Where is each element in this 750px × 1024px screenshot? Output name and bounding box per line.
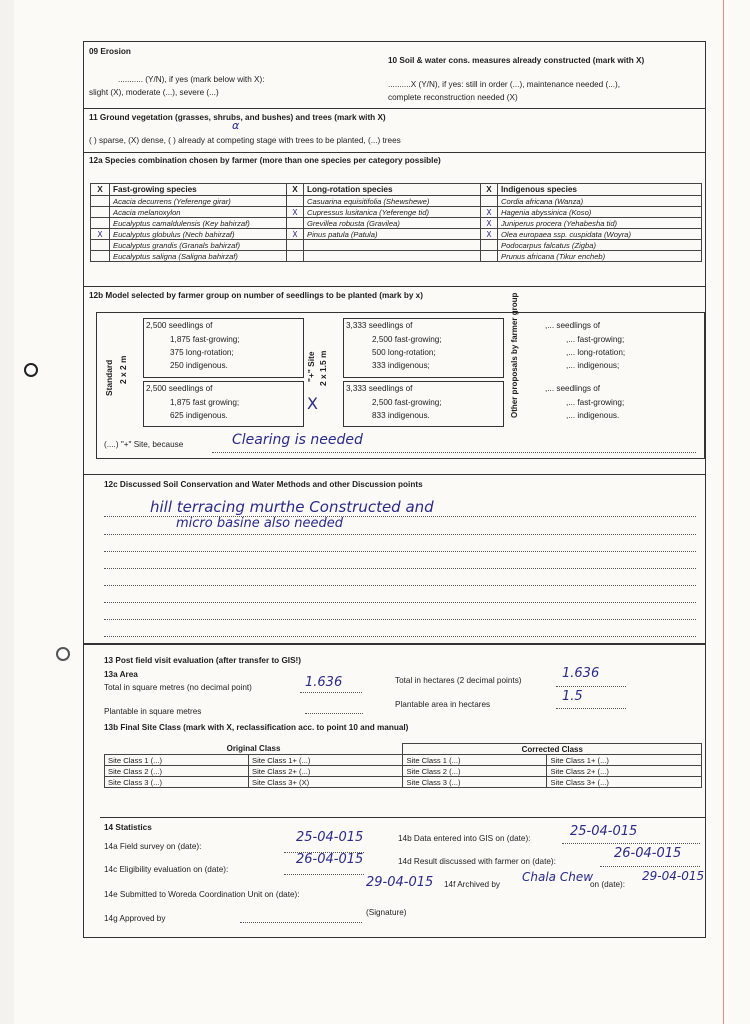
because-label: (....) "+" Site, because — [104, 440, 184, 449]
class-cell[interactable]: Site Class 2+ (...) — [249, 766, 403, 777]
final-class-title: 13b Final Site Class (mark with X, reclassification acc. to point 10 and manual) — [104, 723, 409, 732]
option-line: 375 long-rotation; — [170, 348, 234, 357]
species-cell: Acacia decurrens (Yeferenge girar) — [110, 196, 287, 207]
submitted-value[interactable]: 29-04-015 — [366, 875, 434, 890]
species-cell: Podocarpus falcatus (Zigba) — [498, 240, 702, 251]
species-cell: Eucalyptus globulus (Nech bahirzaf) — [110, 229, 287, 240]
discussion-hand-2: micro basine also needed — [176, 516, 344, 531]
option-line: ,... fast-growing; — [566, 398, 625, 407]
species-cell: Cupressus lusitanica (Yeferenge tid) — [304, 207, 481, 218]
mark-cell[interactable]: X — [287, 229, 304, 240]
gis-entry-label: 14b Data entered into GIS on (date): — [398, 834, 531, 843]
option-line: 333 indigenous; — [372, 361, 430, 370]
corrected-class-head: Corrected Class — [403, 744, 702, 755]
divider — [83, 108, 705, 109]
table-row — [105, 777, 702, 788]
discussion-title: 12c Discussed Soil Conservation and Water Methods and other Discussion points — [104, 480, 423, 489]
other-label: Other proposals by farmer group — [510, 292, 519, 418]
option-line: 1,875 fast-growing; — [170, 335, 240, 344]
punch-hole-icon — [56, 647, 70, 661]
total-sqm-label: Total in square metres (no decimal point) — [104, 683, 252, 692]
species-cell: Cordia africana (Wanza) — [498, 196, 702, 207]
mark-cell[interactable] — [287, 218, 304, 229]
class-cell[interactable]: Site Class 3+ (X) — [249, 777, 403, 788]
margin-line — [723, 0, 724, 1024]
table-row — [91, 207, 702, 218]
species-cell: Pinus patula (Patula) — [304, 229, 481, 240]
model-title: 12b Model selected by farmer group on number of seedlings to be planted (mark by x) — [89, 291, 423, 300]
option-line: 500 long-rotation; — [372, 348, 436, 357]
table-row — [91, 196, 702, 207]
option-head: 3,333 seedlings of — [346, 321, 413, 330]
signature-line[interactable] — [240, 922, 362, 923]
standard-label: Standard — [104, 359, 114, 396]
approved-label: 14g Approved by — [104, 914, 166, 923]
erosion-title: 09 Erosion — [89, 47, 131, 56]
divider — [83, 643, 705, 645]
divider — [100, 817, 705, 818]
fill-line — [212, 452, 696, 453]
post-visit-title: 13 Post field visit evaluation (after transfer to GIS!) — [104, 656, 301, 665]
area-title: 13a Area — [104, 670, 138, 679]
option-line: ,... indigenous. — [566, 411, 620, 420]
species-title: 12a Species combination chosen by farmer (more than one species per category possible) — [89, 156, 441, 165]
total-ha-label: Total in hectares (2 decimal points) — [395, 676, 522, 685]
species-cell: Olea europaea ssp. cuspidata (Woyra) — [498, 229, 702, 240]
option-line: 833 indigenous. — [372, 411, 430, 420]
original-class-head: Original Class — [105, 744, 403, 755]
site-class-table — [104, 743, 702, 788]
table-row — [91, 251, 702, 262]
field-survey-label: 14a Field survey on (date): — [104, 842, 202, 851]
table-row — [91, 229, 702, 240]
divider — [83, 286, 705, 287]
option-line: ,... long-rotation; — [566, 348, 626, 357]
statistics-title: 14 Statistics — [104, 823, 152, 832]
option-line: 625 indigenous. — [170, 411, 228, 420]
mark-cell[interactable] — [287, 251, 304, 262]
divider — [83, 474, 705, 475]
total-sqm-value[interactable]: 1.636 — [305, 675, 343, 690]
site-mark: X — [307, 394, 318, 413]
total-ha-value[interactable]: 1.636 — [562, 666, 600, 681]
plant-ha-label: Plantable area in hectares — [395, 700, 491, 709]
option-line: 2,500 fast-growing; — [372, 398, 442, 407]
vegetation-line: ( ) sparse, (X) dense, ( ) already at competing stage with trees to be planted, (...) trees — [89, 136, 401, 145]
col-long: Long-rotation species — [304, 184, 481, 196]
mark-cell[interactable] — [91, 240, 110, 251]
because-hand: Clearing is needed — [232, 432, 363, 448]
result-discussed-label: 14d Result discussed with farmer on (date): — [398, 857, 556, 866]
species-cell: Acacia melanoxylon — [110, 207, 287, 218]
archived-value[interactable]: 29-04-015 — [642, 869, 705, 883]
mark-cell[interactable] — [481, 251, 498, 262]
col-indigenous: Indigenous species — [498, 184, 702, 196]
archived-name[interactable]: Chala Chew — [522, 870, 594, 884]
table-row — [105, 766, 702, 777]
soil-water-line2: complete reconstruction needed (X) — [388, 93, 518, 102]
class-cell[interactable]: Site Class 1+ (...) — [547, 755, 702, 766]
plant-ha-value[interactable]: 1.5 — [562, 689, 583, 704]
mark-cell[interactable]: X — [481, 218, 498, 229]
standard-dim: 2 x 2 m — [118, 355, 128, 384]
species-cell — [304, 240, 481, 251]
plant-sqm-label: Plantable in square metres — [104, 707, 202, 716]
archived-label: 14f Archived by — [444, 880, 500, 889]
mark-cell[interactable] — [91, 251, 110, 262]
mark-cell[interactable] — [287, 240, 304, 251]
archived-on: on (date): — [590, 880, 626, 889]
species-cell: Eucalyptus grandis (Granals bahirzaf) — [110, 240, 287, 251]
class-cell[interactable]: Site Class 3 (...) — [403, 777, 547, 788]
species-cell: Eucalyptus saligna (Saligna bahirzaf) — [110, 251, 287, 262]
option-line: 250 indigenous. — [170, 361, 228, 370]
divider — [83, 152, 705, 153]
mark-cell[interactable] — [91, 196, 110, 207]
eligibility-label: 14c Eligibility evaluation on (date): — [104, 865, 229, 874]
species-cell: Eucalyptus camaldulensis (Key bahirzaf) — [110, 218, 287, 229]
col-x: X — [91, 184, 110, 196]
option-line: ,... indigenous; — [566, 361, 620, 370]
species-cell: Casuarina equisitifolia (Shewshewe) — [304, 196, 481, 207]
class-cell[interactable]: Site Class 2+ (...) — [547, 766, 702, 777]
table-row — [91, 240, 702, 251]
gis-entry-value[interactable]: 25-04-015 — [570, 824, 638, 839]
class-cell[interactable]: Site Class 3+ (...) — [547, 777, 702, 788]
field-survey-value[interactable]: 25-04-015 — [296, 830, 364, 845]
option-line: ,... fast-growing; — [566, 335, 625, 344]
class-cell[interactable]: Site Class 2 (...) — [105, 766, 249, 777]
class-cell[interactable]: Site Class 1 (...) — [105, 755, 249, 766]
table-row — [91, 218, 702, 229]
class-cell[interactable]: Site Class 1+ (...) — [249, 755, 403, 766]
table-row — [105, 755, 702, 766]
class-cell[interactable]: Site Class 1 (...) — [403, 755, 547, 766]
erosion-line2: slight (X), moderate (...), severe (...) — [89, 88, 219, 97]
mark-cell[interactable] — [91, 218, 110, 229]
form-frame — [83, 41, 706, 938]
option-head: ,... seedlings of — [545, 321, 601, 330]
species-cell: Prunus africana (Tikur encheb) — [498, 251, 702, 262]
mark-cell[interactable]: X — [481, 207, 498, 218]
mark-cell[interactable]: X — [287, 207, 304, 218]
erosion-line1: ........... (Y/N), if yes (mark below with X): — [118, 75, 265, 84]
submitted-label: 14e Submitted to Woreda Coordination Unit on (date): — [104, 890, 300, 899]
species-cell — [304, 251, 481, 262]
col-fast: Fast-growing species — [110, 184, 287, 196]
option-head: 2,500 seedlings of — [146, 384, 213, 393]
result-discussed-value[interactable]: 26-04-015 — [614, 846, 682, 861]
mark-cell[interactable]: X — [481, 229, 498, 240]
option-head: 3,333 seedlings of — [346, 384, 413, 393]
mark-cell[interactable]: X — [91, 229, 110, 240]
punch-hole-icon — [24, 363, 38, 377]
vegetation-hand-mark: α — [232, 119, 240, 132]
eligibility-value[interactable]: 26-04-015 — [296, 852, 364, 867]
site-label: "+" Site — [306, 351, 316, 382]
option-line: 2,500 fast-growing; — [372, 335, 442, 344]
option-head: ,... seedlings of — [545, 384, 601, 393]
option-head: 2,500 seedlings of — [146, 321, 213, 330]
discussion-hand-1: hill terracing murthe Constructed and — [150, 498, 434, 516]
species-table — [90, 183, 702, 262]
species-cell: Juniperus procera (Yehabesha tid) — [498, 218, 702, 229]
site-dim: 2 x 1.5 m — [318, 350, 328, 386]
mark-cell[interactable] — [481, 240, 498, 251]
col-x: X — [481, 184, 498, 196]
soil-water-title: 10 Soil & water cons. measures already constructed (mark with X) — [388, 56, 645, 65]
class-cell[interactable]: Site Class 3 (...) — [105, 777, 249, 788]
mark-cell[interactable] — [287, 196, 304, 207]
mark-cell[interactable] — [91, 207, 110, 218]
species-cell: Grevillea robusta (Gravilea) — [304, 218, 481, 229]
vegetation-title: 11 Ground vegetation (grasses, shrubs, and bushes) and trees (mark with X) — [89, 113, 386, 122]
soil-water-line1: ..........X (Y/N), if yes: still in order (...), maintenance needed (...), — [388, 80, 621, 89]
signature-label: (Signature) — [366, 908, 407, 917]
option-line: 1,875 fast growing; — [170, 398, 240, 407]
mark-cell[interactable] — [481, 196, 498, 207]
class-cell[interactable]: Site Class 2 (...) — [403, 766, 547, 777]
col-x: X — [287, 184, 304, 196]
species-cell: Hagenia abyssinica (Koso) — [498, 207, 702, 218]
